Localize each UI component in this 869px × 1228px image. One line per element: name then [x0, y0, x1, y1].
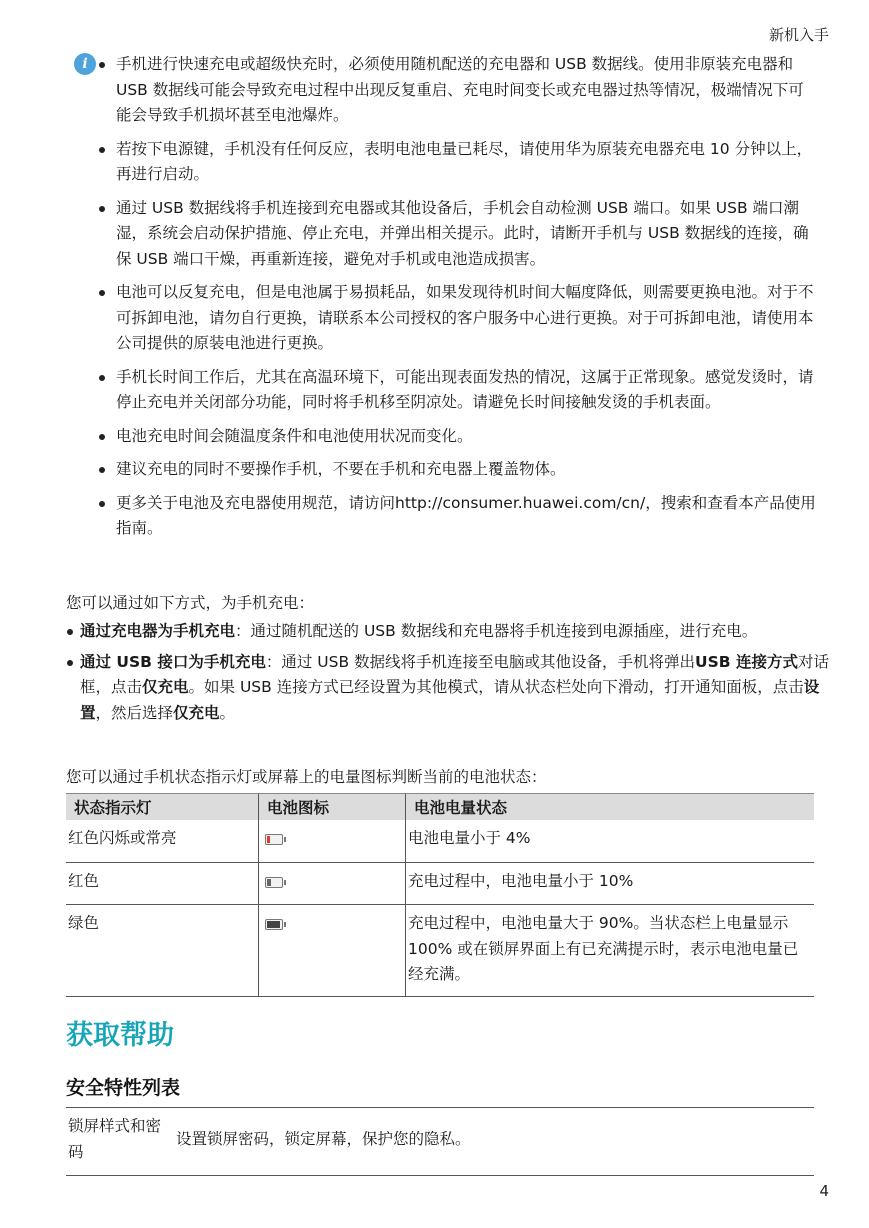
page-header-section: 新机入手 [768, 26, 829, 44]
ui-term: USB 连接方式 [695, 652, 799, 671]
charging-intro: 您可以通过如下方式，为手机充电： [66, 594, 315, 612]
battery-status-cell: 充电过程中，电池电量小于 10% [406, 862, 815, 905]
method-title: 通过 USB 接口为手机充电 [80, 652, 266, 671]
indicator-light-cell: 绿色 [66, 905, 259, 997]
method-charger [80, 619, 832, 645]
battery-icon-cell [259, 862, 406, 905]
method-text: 。 [219, 703, 236, 722]
safety-features-table [66, 1107, 814, 1176]
ui-term: 设置 [80, 678, 820, 722]
table-row [66, 820, 814, 862]
battery-status-cell: 充电过程中，电池电量大于 90%。当状态栏上电量显示 100% 或在锁屏界面上有已充满提示时，表示电池电量已经充满。 [406, 905, 815, 997]
battery-status-intro: 您可以通过手机状态指示灯或屏幕上的电量图标判断当前的电池状态： [66, 768, 547, 786]
section-title: 获取帮助 [66, 1020, 174, 1051]
note-item: 电池可以反复充电，但是电池属于易损耗品，如果发现待机时间大幅度降低，则需要更换电池。对于不可拆卸电池，请勿自行更换，请联系本公司授权的客户服务中心进行更换。对于可拆卸电池，请使用本公司提供的原装电池进行更换。 [116, 280, 818, 357]
battery-icon-cell [259, 905, 406, 997]
table-header: 电池图标 [259, 794, 406, 821]
info-icon: i [74, 53, 96, 75]
indicator-light-cell: 红色闪烁或常亮 [66, 820, 259, 862]
battery-status-cell: 电池电量小于 4% [406, 820, 815, 862]
battery-charging-icon [265, 919, 283, 930]
note-item: 手机进行快速充电或超级快充时，必须使用随机配送的充电器和 USB 数据线。使用非原装充电器和 USB 数据线可能会导致充电过程中出现反复重启、充电时间变长或充电器过热等情况，极端情况下可能会导致手机损坏甚至电池爆炸。 [116, 52, 818, 129]
table-row [66, 1108, 814, 1176]
table-header-row [66, 794, 814, 821]
method-text: ，然后选择 [95, 703, 174, 722]
battery-low-icon [265, 834, 283, 845]
method-usb [80, 650, 832, 727]
note-item: 建议充电的同时不要操作手机，不要在手机和充电器上覆盖物体。 [116, 457, 818, 483]
battery-charging-icon [265, 877, 283, 888]
method-text: ：通过 USB 数据线将手机连接至电脑或其他设备，手机将弹出 [265, 652, 696, 671]
notes-block [66, 52, 818, 550]
note-item: 若按下电源键，手机没有任何反应，表明电池电量已耗尽，请使用华为原装充电器充电 10 分钟以上，再进行启动。 [116, 137, 818, 188]
table-header: 电池电量状态 [406, 794, 815, 821]
feature-desc-cell: 设置锁屏密码，锁定屏幕，保护您的隐私。 [176, 1129, 471, 1148]
note-list [66, 52, 818, 542]
note-item: 手机长时间工作后，尤其在高温环境下，可能出现表面发热的情况，这属于正常现象。感觉发烫时，请停止充电并关闭部分功能，同时将手机移至阴凉处。请避免长时间接触发烫的手机表面。 [116, 365, 818, 416]
method-title: 通过充电器为手机充电 [80, 622, 236, 640]
battery-status-table [66, 793, 814, 997]
note-item: 更多关于电池及充电器使用规范，请访问http://consumer.huawei.com/cn/，搜索和查看本产品使用指南。 [116, 491, 818, 542]
table-header: 状态指示灯 [66, 794, 259, 821]
ui-term: 仅充电 [173, 703, 220, 722]
method-text: 。如果 USB 连接方式已经设置为其他模式，请从状态栏处向下滑动，打开通知面板，点击 [188, 678, 804, 696]
table-row [66, 905, 814, 997]
table-row [66, 862, 814, 905]
feature-name-cell: 锁屏样式和密码 [68, 1117, 162, 1161]
method-text: ：通过随机配送的 USB 数据线和充电器将手机连接到电源插座，进行充电。 [235, 622, 758, 640]
subsection-title: 安全特性列表 [66, 1077, 181, 1099]
indicator-light-cell: 红色 [66, 862, 259, 905]
note-item: 电池充电时间会随温度条件和电池使用状况而变化。 [116, 424, 818, 450]
method-text: 对话框，点击 [80, 652, 830, 696]
charging-methods-list [66, 619, 832, 731]
note-item: 通过 USB 数据线将手机连接到充电器或其他设备后，手机会自动检测 USB 端口。如果 USB 端口潮湿，系统会启动保护措施、停止充电，并弹出相关提示。此时，请断开手机与 USB 数据线的连接，确保 USB 端口干燥，再重新连接，避免对手机或电池造成损害。 [116, 196, 818, 273]
ui-term: 仅充电 [142, 678, 189, 696]
page-number: 4 [819, 1182, 829, 1200]
battery-icon-cell [259, 820, 406, 862]
